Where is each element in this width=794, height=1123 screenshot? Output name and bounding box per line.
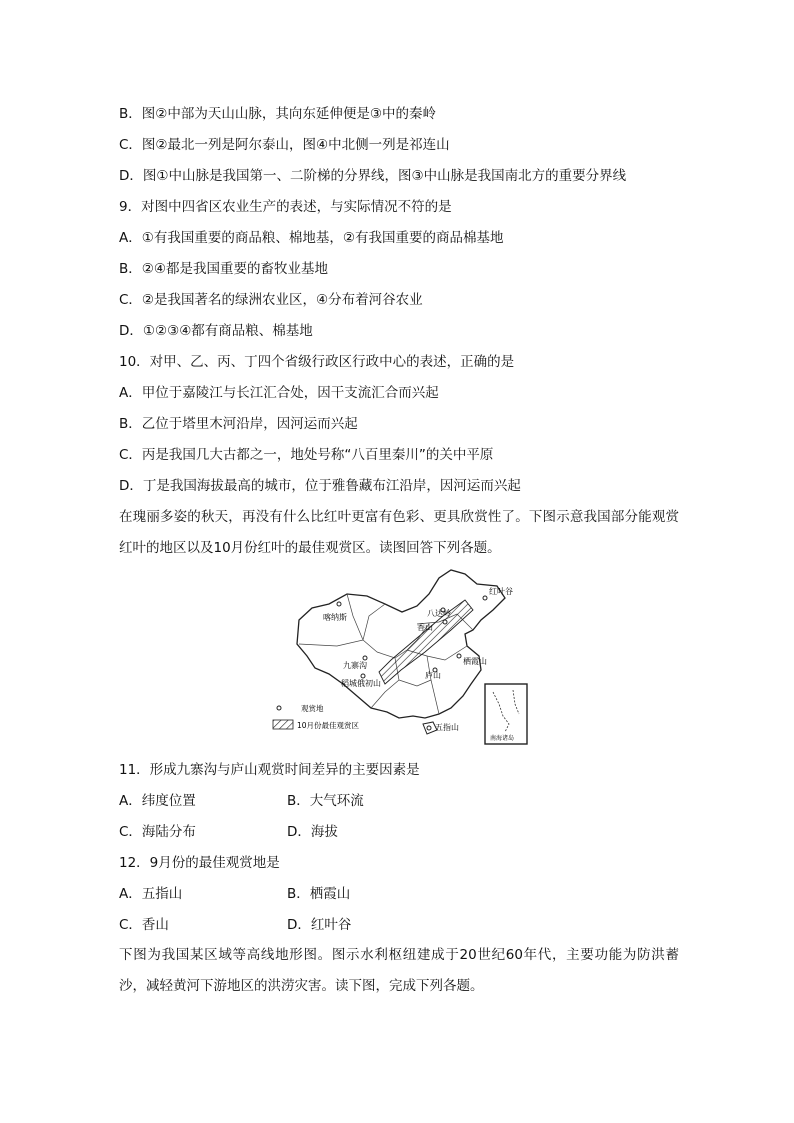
label-wuzhishan: 五指山	[435, 723, 459, 732]
q9-option-b: B．②④都是我国重要的畜牧业基地	[119, 261, 328, 277]
q11-stem: 11．形成九寨沟与庐山观赏时间差异的主要因素是	[119, 762, 420, 778]
q11-option-c: C．海陆分布	[119, 824, 196, 840]
q11-option-b: B．大气环流	[287, 793, 364, 809]
q11-option-d: D．海拔	[287, 824, 338, 840]
legend-point-label: 观赏地	[301, 704, 324, 713]
q9-option-a: A．①有我国重要的商品粮、棉地基，②有我国重要的商品棉基地	[119, 230, 504, 246]
q8-option-d: D．图①中山脉是我国第一、二阶梯的分界线，图③中山脉是我国南北方的重要分界线	[119, 168, 627, 184]
q10-stem: 10．对甲、乙、丙、丁四个省级行政区行政中心的表述，正确的是	[119, 354, 515, 370]
q9-option-c: C．②是我国著名的绿洲农业区，④分布着河谷农业	[119, 292, 423, 308]
point-xiangshan	[443, 620, 447, 624]
q8-option-c: C．图②最北一列是阿尔泰山，图④中北侧一列是祁连山	[119, 137, 450, 153]
intro-red-leaves: 在瑰丽多姿的秋天，再没有什么比红叶更富有色彩、更具欣赏性了。下图示意我国部分能观赏红叶的地区以及10月份红叶的最佳观赏区。读图回答下列各题。	[119, 509, 679, 556]
q8-option-b: B．图②中部为天山山脉，其向东延伸便是③中的秦岭	[119, 106, 436, 122]
q12-option-a: A．五指山	[119, 886, 183, 902]
q11-option-a: A．纬度位置	[119, 793, 196, 809]
point-jiuzhaigou	[363, 656, 367, 660]
q9-stem: 9．对图中四省区农业生产的表述，与实际情况不符的是	[119, 199, 452, 215]
label-qixiashan: 栖霞山	[463, 657, 487, 666]
label-jiuzhaigou: 九寨沟	[343, 661, 367, 670]
legend-zone-label: 10月份最佳观赏区	[297, 721, 360, 730]
q10-option-a: A．甲位于嘉陵江与长江汇合处，因干支流汇合而兴起	[119, 385, 439, 401]
label-daocheng: 稻城俄初山	[341, 679, 381, 688]
label-badaling: 八达岭	[427, 609, 451, 618]
q10-option-b: B．乙位于塔里木河沿岸，因河运而兴起	[119, 416, 358, 432]
q12-option-d: D．红叶谷	[287, 917, 352, 933]
q10-option-c: C．丙是我国几大古都之一，地处号称“八百里秦川”的关中平原	[119, 447, 494, 463]
q10-option-d: D．丁是我国海拔最高的城市，位于雅鲁藏布江沿岸，因河运而兴起	[119, 478, 521, 494]
point-hongyegu	[483, 596, 487, 600]
q12-option-c: C．香山	[119, 917, 169, 933]
label-hongyegu: 红叶谷	[489, 587, 513, 596]
q12-option-b: B．栖霞山	[287, 886, 351, 902]
china-outline	[297, 570, 505, 718]
point-kanas	[337, 602, 341, 606]
label-kanas: 喀纳斯	[323, 613, 347, 622]
point-daocheng	[361, 674, 365, 678]
intro-contour-map: 下图为我国某区域等高线地形图。图示水利枢纽建成于20世纪60年代，主要功能为防洪蓄沙，减轻黄河下游地区的洪涝灾害。读下图，完成下列各题。	[119, 947, 679, 994]
point-wuzhishan	[427, 726, 431, 730]
legend-zone-symbol	[273, 720, 293, 729]
point-qixiashan	[457, 654, 461, 658]
label-lushan: 庐山	[425, 671, 441, 680]
legend-point-symbol	[277, 706, 281, 710]
label-xiangshan: 香山	[417, 623, 433, 632]
china-red-leaves-map	[267, 564, 529, 746]
q9-option-d: D．①②③④都有商品粮、棉基地	[119, 323, 313, 339]
q12-stem: 12．9月份的最佳观赏地是	[119, 855, 280, 871]
inset-label: 南海诸岛	[490, 735, 515, 742]
